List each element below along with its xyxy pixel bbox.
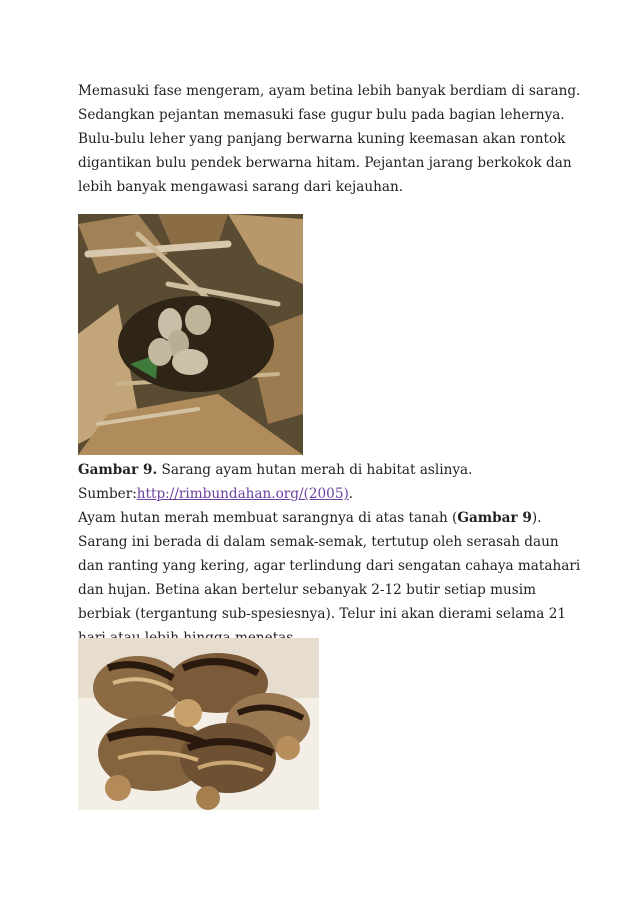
text-line: dan hujan. Betina akan bertelur sebanyak 2-12 butir setiap musim [78,582,537,598]
figure-label: Gambar 9. [78,462,158,478]
paragraph-nest-description [78,458,581,650]
source-link[interactable]: http://rimbundahan.org/(2005) [136,486,349,502]
figure-reference: Gambar 9 [457,510,532,526]
chicks-photo [78,638,319,810]
source-suffix: . [348,486,354,502]
figure-caption [78,458,568,482]
caption-text: Sarang ayam hutan merah di habitat aslinya. [157,462,473,478]
text-line: Sedangkan pejantan memasuki fase gugur bulu pada bagian lehernya. [78,107,565,123]
text-fragment: ). [531,510,542,526]
text-line: dan ranting yang kering, agar terlindung dari sengatan cahaya matahari [78,558,581,574]
nest-photo [78,214,303,455]
source-prefix: Sumber: [78,486,137,502]
text-line [78,506,568,530]
text-line: Memasuki fase mengeram, ayam betina lebih banyak berdiam di sarang. [78,83,581,99]
text-line: lebih banyak mengawasi sarang dari kejauhan. [78,179,404,195]
text-line: Bulu-bulu leher yang panjang berwarna kuning keemasan akan rontok [78,131,566,147]
figure-source [78,482,568,506]
paragraph-nesting-behavior [78,79,581,199]
text-fragment: Ayam hutan merah membuat sarangnya di atas tanah ( [78,510,458,526]
text-line: digantikan bulu pendek berwarna hitam. Pejantan jarang berkokok dan [78,155,572,171]
text-line: berbiak (tergantung sub-spesiesnya). Telur ini akan dierami selama 21 [78,606,567,622]
text-line: Sarang ini berada di dalam semak-semak, tertutup oleh serasah daun [78,534,559,550]
